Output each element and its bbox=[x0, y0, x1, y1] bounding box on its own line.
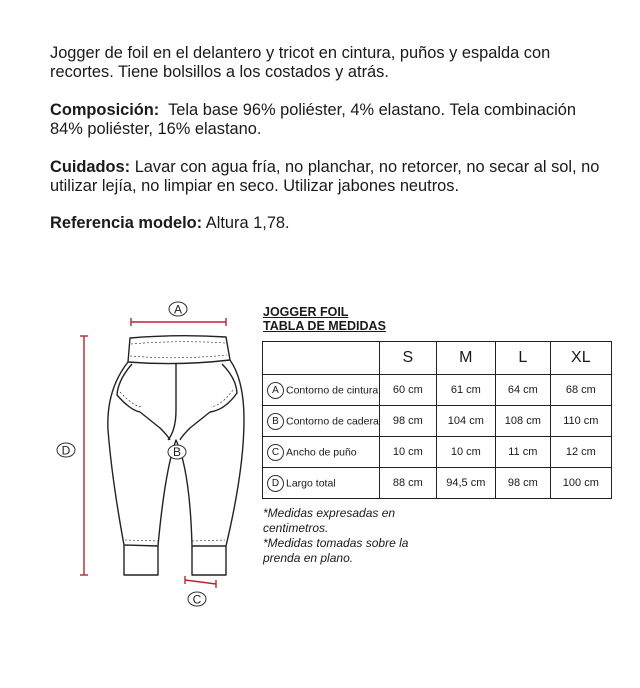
front-seam bbox=[168, 364, 176, 440]
care-text: Lavar con agua fría, no planchar, no retorcer, no secar al sol, no utilizar lejía, no limpiar en seco. Utilizar jabones neutros. bbox=[50, 158, 604, 195]
composition-paragraph bbox=[50, 101, 610, 139]
right-pocket bbox=[210, 364, 237, 412]
model-reference-text: Altura 1,78. bbox=[202, 214, 290, 232]
table-cell: 12 cm bbox=[550, 437, 611, 468]
row-label bbox=[263, 437, 380, 468]
size-header-row bbox=[263, 342, 612, 375]
right-panel-seam bbox=[180, 412, 210, 440]
size-table-title bbox=[263, 305, 386, 333]
size-table-title-line1: JOGGER FOIL bbox=[263, 305, 349, 319]
size-header-s: S bbox=[379, 342, 436, 375]
size-table bbox=[262, 341, 612, 499]
table-cell: 10 cm bbox=[379, 437, 436, 468]
table-cell: 11 cm bbox=[495, 437, 550, 468]
size-header-xl: XL bbox=[550, 342, 611, 375]
table-cell: 98 cm bbox=[379, 406, 436, 437]
description-text: Jogger de foil en el delantero y tricot en cintura, puños y espalda con recortes. Tiene bolsillos a los costados y atrás. bbox=[50, 44, 551, 81]
label-c: C bbox=[192, 592, 202, 607]
row-letter-d: D bbox=[267, 475, 284, 492]
care-paragraph bbox=[50, 158, 610, 196]
note-units: *Medidas expresadas en centimetros. bbox=[263, 506, 396, 535]
composition-label: Composición: bbox=[50, 101, 160, 119]
table-cell: 64 cm bbox=[495, 375, 550, 406]
row-letter-c: C bbox=[267, 444, 284, 461]
table-cell: 61 cm bbox=[436, 375, 495, 406]
table-row bbox=[263, 406, 612, 437]
row-label bbox=[263, 375, 380, 406]
left-cuff bbox=[124, 545, 158, 575]
label-b: B bbox=[172, 445, 182, 459]
row-letter-b: B bbox=[267, 413, 284, 430]
table-row bbox=[263, 375, 612, 406]
table-row bbox=[263, 437, 612, 468]
table-cell: 60 cm bbox=[379, 375, 436, 406]
table-cell: 108 cm bbox=[495, 406, 550, 437]
measurement-notes bbox=[263, 506, 443, 566]
row-label-text: Ancho de puño bbox=[286, 445, 357, 458]
label-d: D bbox=[61, 443, 71, 458]
note-flat: *Medidas tomadas sobre la prenda en plano. bbox=[263, 536, 409, 565]
row-letter-a: A bbox=[267, 382, 284, 399]
size-header-blank bbox=[263, 342, 380, 375]
table-row bbox=[263, 468, 612, 499]
table-cell: 68 cm bbox=[550, 375, 611, 406]
table-cell: 110 cm bbox=[550, 406, 611, 437]
row-label-text: Contorno de cadera bbox=[286, 414, 379, 427]
left-pocket bbox=[117, 364, 140, 412]
table-cell: 88 cm bbox=[379, 468, 436, 499]
table-cell: 94,5 cm bbox=[436, 468, 495, 499]
size-header-l: L bbox=[495, 342, 550, 375]
label-a: A bbox=[173, 302, 183, 317]
table-cell: 10 cm bbox=[436, 437, 495, 468]
description-paragraph bbox=[50, 44, 610, 82]
row-label-text: Largo total bbox=[286, 476, 336, 489]
size-header-m: M bbox=[436, 342, 495, 375]
jogger-technical-drawing bbox=[0, 290, 250, 620]
table-cell: 104 cm bbox=[436, 406, 495, 437]
care-label: Cuidados: bbox=[50, 158, 131, 176]
table-cell: 100 cm bbox=[550, 468, 611, 499]
waistband bbox=[128, 336, 230, 364]
size-table-title-line2: TABLA DE MEDIDAS bbox=[263, 319, 386, 333]
row-label bbox=[263, 406, 380, 437]
left-panel-seam bbox=[140, 412, 170, 440]
row-label bbox=[263, 468, 380, 499]
row-label-text: Contorno de cintura bbox=[286, 383, 379, 396]
model-reference-label: Referencia modelo: bbox=[50, 214, 203, 232]
table-cell: 98 cm bbox=[495, 468, 550, 499]
right-cuff bbox=[192, 546, 226, 575]
model-reference-paragraph bbox=[50, 214, 610, 233]
composition-text: Tela base 96% poliéster, 4% elastano. Tela combinación 84% poliéster, 16% elastano. bbox=[50, 101, 581, 138]
